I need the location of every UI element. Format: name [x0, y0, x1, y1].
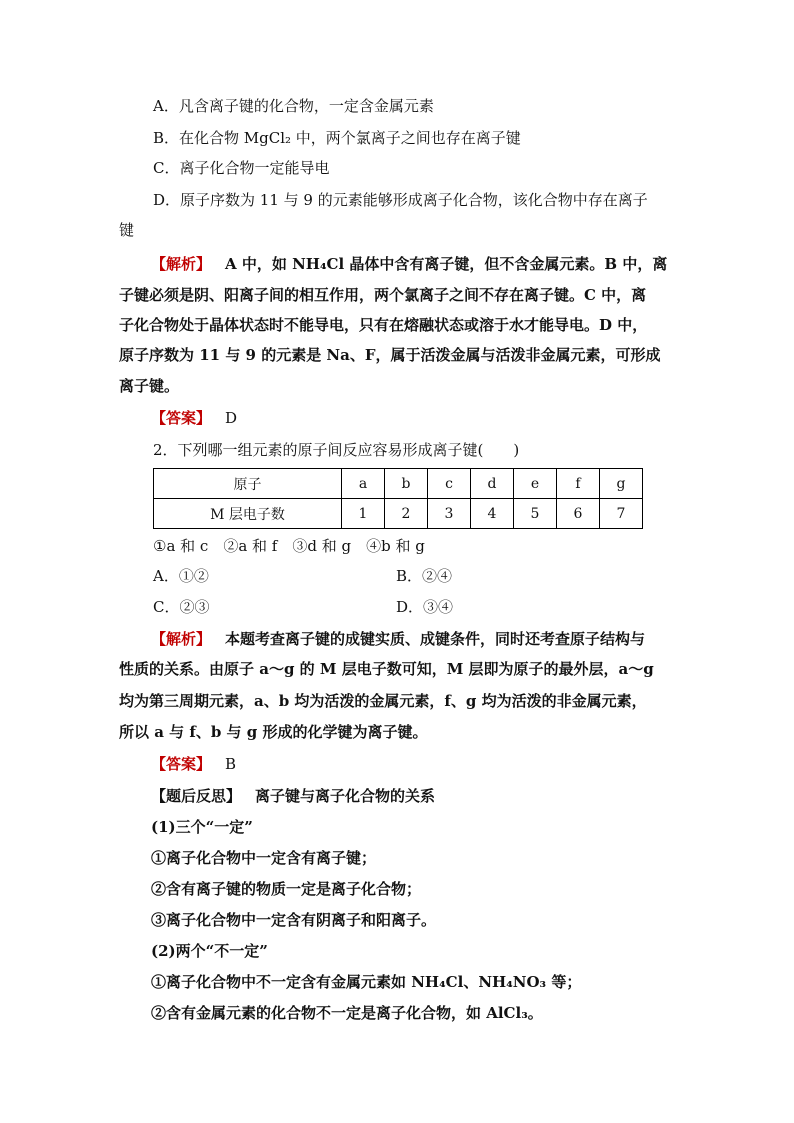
table-cell: 5 — [514, 499, 557, 529]
table-cell: 2 — [385, 499, 428, 529]
table-cell: e — [514, 469, 557, 499]
q1-analysis-line-3: 子化合物处于晶体状态时不能导电，只有在熔融状态或溶于水才能导电。D 中， — [119, 316, 648, 334]
reflection-line: ②含有离子键的物质一定是离子化合物； — [151, 880, 422, 898]
q1-analysis-line-5: 离子键。 — [119, 377, 180, 395]
table-cell: g — [600, 469, 643, 499]
q2-option-b: B．②④ — [396, 567, 453, 585]
q2-answer — [151, 754, 236, 774]
reflection-line: (2)两个“不一定” — [151, 942, 268, 960]
table-cell: b — [385, 469, 428, 499]
reflection-heading — [151, 786, 435, 806]
answer-value: B — [225, 755, 237, 773]
q2-analysis-line-1: 【解析】 本题考查离子键的成键实质、成键条件，同时还考查原子结构与 — [151, 630, 646, 648]
table-header-atom: 原子 — [154, 469, 342, 499]
answer-value: D — [225, 409, 238, 427]
table-cell: 6 — [557, 499, 600, 529]
table-row — [154, 469, 643, 499]
q2-stem: 2．下列哪一组元素的原子间反应容易形成离子键( ) — [153, 441, 520, 459]
q2-combinations: ①a 和 c ②a 和 f ③d 和 g ④b 和 g — [153, 537, 425, 555]
q2-analysis-line-2: 性质的关系。由原子 a～g 的 M 层电子数可知，M 层即为原子的最外层，a～g — [119, 660, 654, 678]
q1-analysis-line-1: 【解析】 A 中，如 NH₄Cl 晶体中含有离子键，但不含金属元素。B 中，离 — [151, 255, 668, 273]
q1-answer — [151, 408, 237, 428]
q1-option-a: A．凡含离子键的化合物，一定含金属元素 — [153, 97, 434, 115]
table-cell: a — [342, 469, 385, 499]
reflection-label: 【题后反思】 — [151, 787, 242, 805]
q1-option-d: D．原子序数为 11 与 9 的元素能够形成离子化合物，该化合物中存在离子 — [153, 191, 648, 209]
atom-table — [153, 468, 643, 529]
table-header-m-shell: M 层电子数 — [154, 499, 342, 529]
table-cell: d — [471, 469, 514, 499]
analysis-label: 【解析】 — [151, 255, 212, 273]
q2-analysis-line-3: 均为第三周期元素，a、b 均为活泼的金属元素，f、g 均为活泼的非金属元素， — [119, 692, 647, 710]
reflection-line: (1)三个“一定” — [151, 818, 253, 836]
table-cell: 3 — [428, 499, 471, 529]
q1-option-c: C．离子化合物一定能导电 — [153, 159, 330, 177]
table-cell: 4 — [471, 499, 514, 529]
q2-analysis-line-4: 所以 a 与 f、b 与 g 形成的化学键为离子键。 — [119, 723, 428, 741]
answer-label: 【答案】 — [151, 409, 212, 427]
reflection-line: ③离子化合物中一定含有阴离子和阳离子。 — [151, 911, 437, 929]
answer-label: 【答案】 — [151, 755, 212, 773]
q2-option-d: D．③④ — [396, 598, 454, 616]
table-cell: c — [428, 469, 471, 499]
reflection-title: 离子键与离子化合物的关系 — [255, 787, 436, 805]
table-cell: 7 — [600, 499, 643, 529]
table-cell: f — [557, 469, 600, 499]
q1-analysis-line-2: 子键必须是阴、阳离子间的相互作用，两个氯离子之间不存在离子键。C 中，离 — [119, 286, 647, 304]
q1-option-b: B．在化合物 MgCl₂ 中，两个氯离子之间也存在离子键 — [153, 129, 521, 147]
q1-analysis-line-4: 原子序数为 11 与 9 的元素是 Na、F，属于活泼金属与活泼非金属元素，可形成 — [119, 346, 661, 364]
table-row — [154, 499, 643, 529]
reflection-line: ①离子化合物中不一定含有金属元素如 NH₄Cl、NH₄NO₃ 等； — [151, 973, 582, 991]
q2-option-a: A．①② — [153, 567, 209, 585]
reflection-line: ①离子化合物中一定含有离子键； — [151, 849, 377, 867]
q2-option-c: C．②③ — [153, 598, 210, 616]
q1-option-d-continued: 键 — [119, 221, 135, 239]
reflection-line: ②含有金属元素的化合物不一定是离子化合物，如 AlCl₃。 — [151, 1004, 543, 1022]
table-cell: 1 — [342, 499, 385, 529]
analysis-label: 【解析】 — [151, 630, 212, 648]
